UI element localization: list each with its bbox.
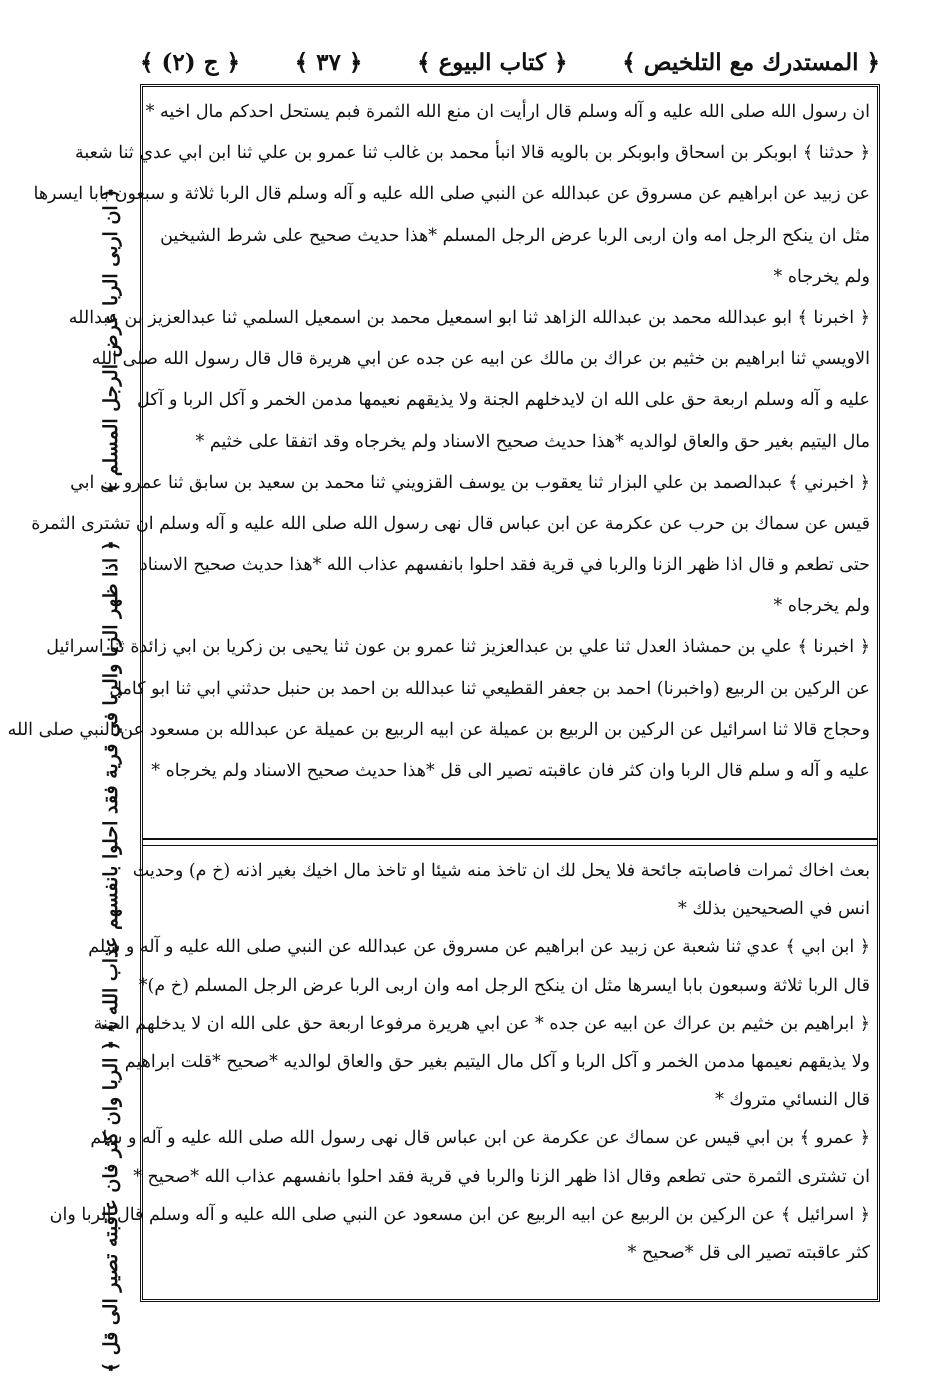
text-line: ﴿ اخبرنا ﴾ ابو عبدالله محمد بن عبدالله الزاهد ثنا ابو اسمعيل محمد بن اسمعيل السلمي ثنا عبدالعزيز بن عبدالله [68,307,870,328]
text-line: مثل ان ينكح الرجل امه وان اربى الربا عرض الرجل المسلم *هذا حديث صحيح على شرط الشيخين [160,225,870,246]
text-line: ﴿ اخبرني ﴾ عبدالصمد بن علي البزار ثنا يعقوب بن يوسف القزويني ثنا محمد بن سعيد بن سابق ثنا عمرو بن ابي [70,472,870,493]
main-text [7,92,870,836]
footnote-line: انس في الصحيحين بذلك * [678,899,870,920]
section-divider-secondary [142,845,878,846]
text-line: عن الركين بن الربيع (واخبرنا) احمد بن جعفر القطيعي ثنا عبدالله بن احمد بن حنبل حدثني ابي ثنا ابو كامل [109,678,870,699]
text-line: ﴿ اخبرنا ﴾ علي بن حمشاذ العدل ثنا علي بن عبدالعزيز ثنا عمرو بن عون ثنا يحيى بن زكريا بن ابي زائدة ثنا اسرائيل [46,637,870,658]
footnote-line: كثر عاقبته تصير الى قل *صحيح * [627,1242,870,1263]
margin-note: ﴿ الربا وان كثر فان عاقبته تصير الى قل ﴾ [100,1040,122,1374]
volume-label: ﴿ ج (٢) ﴾ [140,48,240,76]
text-line: الاويسي ثنا ابراهيم بن خثيم بن عراك بن مالك عن ابيه عن جده عن ابي هريرة قال قال رسول الله صلى الله [91,349,870,370]
text-line: ولم يخرجاه * [773,596,870,617]
margin-note: ﴿ اذا ظهر الزنا والربا في قرية فقد احلوا بانفسهم عذاب الله ﴾ [100,540,122,1033]
footnote-line: قال النسائي متروك * [715,1090,870,1111]
section-divider [142,838,878,840]
footnote-line: ﴿ عمرو ﴾ بن ابي قيس عن سماك عن عكرمة عن ابن عباس قال نهى رسول الله صلى الله عليه و آله و سلم [90,1128,870,1149]
page-number: ﴿ ٣٧ ﴾ [294,48,363,76]
text-line: عليه و آله وسلم اربعة حق على الله ان لايدخلهم الجنة ولا يذيقهم نعيمها مدمن الخمر و آكل الربا و آكل [137,390,870,411]
text-line: عليه و آله و سلم قال الربا وان كثر فان عاقبته تصير الى قل *هذا حديث صحيح الاسناد ولم يخرجاه * [151,761,870,781]
text-line: ﴿ حدثنا ﴾ ابوبكر بن اسحاق وابوبكر بن بالويه قالا انبأ محمد بن غالب ثنا عمرو بن علي ثنا ابن ابي عدي ثنا شعبة [74,143,870,164]
chapter-title: ﴿ كتاب البيوع ﴾ [417,48,568,76]
footnote-line: ﴿ ابن ابي ﴾ عدي ثنا شعبة عن زبيد عن ابراهيم عن مسروق عن عبدالله عن النبي صلى الله عليه و آله و سلم [88,937,870,958]
margin-note: ﴿ ان اربى الربا عرض الرجل المسلم ﴾ [100,188,122,495]
text-line: ولم يخرجاه * [773,266,870,287]
footnote-line: قال الربا ثلاثة وسبعون بابا ايسرها مثل ان ينكح الرجل امه وان اربى الربا عرض الرجل المسلم (خ م)* [138,975,870,996]
text-line: مال اليتيم بغير حق والعاق لوالديه *هذا حديث صحيح الاسناد ولم يخرجاه وقد اتفقا على خثيم * [195,431,870,452]
text-line: عن زبيد عن ابراهيم عن مسروق عن عبدالله عن النبي صلى الله عليه و آله وسلم قال الربا ثلاثة و سبعون بابا ايسرها [33,184,870,205]
footnote-line: ﴿ ابراهيم بن خثيم بن عراك عن ابيه عن جده * عن ابي هريرة مرفوعا اربعة حق على الله ان لا يدخلهم الجنة [93,1013,870,1034]
text-line: حتى تطعم و قال اذا ظهر الزنا والربا في قرية فقد احلوا بانفسهم عذاب الله *هذا حديث صحيح الاسناد [139,555,870,576]
footnote-line: ﴿ اسرائيل ﴾ عن الركين بن الربيع عن ابيه الربيع عن ابن مسعود عن النبي صلى الله عليه و آله وسلم قال الربا وان [49,1204,870,1225]
text-line: وحجاج قالا ثنا اسرائيل عن الركين بن الربيع بن عميلة عن ابيه الربيع بن عميلة عن عبدالله بن مسعود عن النبي صلى الله [7,719,870,740]
text-line: قيس عن سماك بن حرب عن عكرمة عن ابن عباس قال نهى رسول الله صلى الله عليه و آله وسلم ان تشترى الثمرة [31,513,870,534]
page-header [140,42,880,82]
book-title: ﴿ المستدرك مع التلخيص ﴾ [622,48,880,76]
footnote-line: ان تشترى الثمرة حتى تطعم وقال اذا ظهر الزنا والربا في قرية فقد احلوا بانفسهم عذاب الله *صحيح * [133,1166,870,1187]
footnote-line: بعث اخاك ثمرات فاصابته جائحة فلا يحل لك ان تاخذ منه شيئا او تاخذ مال اخيك بغير اذنه (خ م) وحديث [132,861,870,881]
text-line: ان رسول الله صلى الله عليه و آله وسلم قال ارأيت ان منع الله الثمرة فبم يستحل احدكم مال اخيه * [145,102,870,122]
footnote-line: ولا يذيقهم نعيمها مدمن الخمر و آكل الربا و آكل مال اليتيم بغير حق والعاق لوالديه *صحيح *قلت ابراهيم [124,1051,870,1072]
